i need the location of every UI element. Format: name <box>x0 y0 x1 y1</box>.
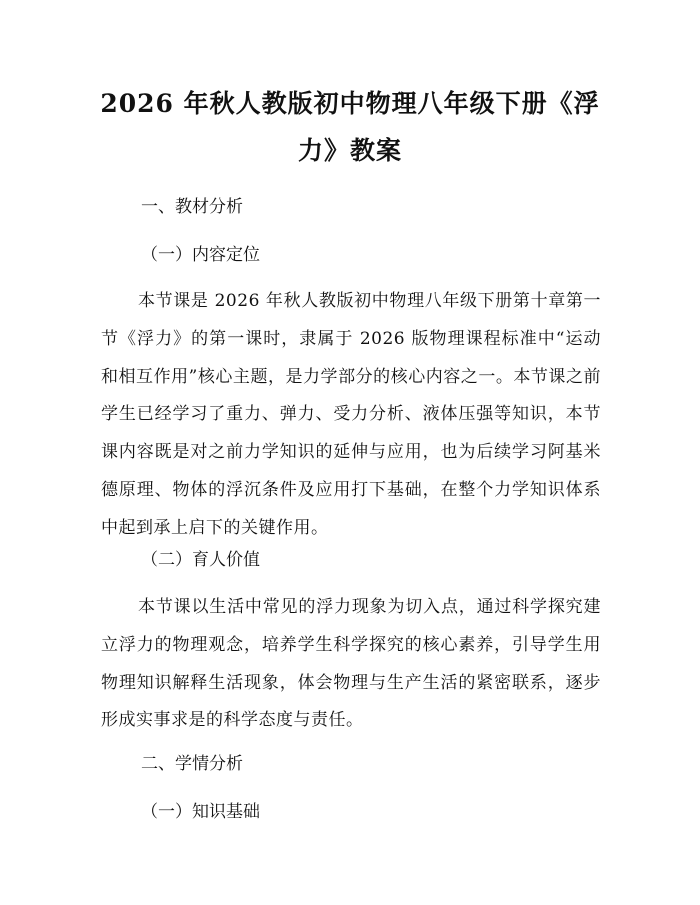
section-heading-learner-analysis: 二、学情分析 <box>141 754 243 774</box>
section-heading-textbook-analysis: 一、教材分析 <box>141 197 243 217</box>
paragraph-educational-value: 本节课以生活中常见的浮力现象为切入点，通过科学探究建立浮力的物理观念，培养学生科学探究的核心素养，引导学生用物理知识解释生活现象，体会物理与生产生活的紧密联系，逐步形成实事求是的科学态度与责任。 <box>101 597 601 731</box>
subheading-content-positioning: （一）内容定位 <box>141 245 260 265</box>
document-title-line-1: 2026 年秋人教版初中物理八年级下册《浮 <box>100 89 600 118</box>
paragraph-content-positioning: 本节课是 2026 年秋人教版初中物理八年级下册第十章第一节《浮力》的第一课时，隶属于 2026 版物理课程标准中“运动和相互作用”核心主题，是力学部分的核心内容之一。本节课之前学生已经学习了重力、弹力、受力分析、液体压强等知识，本节课内容既是对之前力学知识的延伸与应用，也为后续学习阿基米德原理、物体的浮沉条件及应用打下基础，在整个力学知识体系中起到承上启下的关键作用。 <box>101 291 601 538</box>
document-title-line-2: 力》教案 <box>297 136 402 165</box>
subheading-educational-value: （二）育人价值 <box>141 550 260 570</box>
subheading-knowledge-base: （一）知识基础 <box>141 802 260 822</box>
